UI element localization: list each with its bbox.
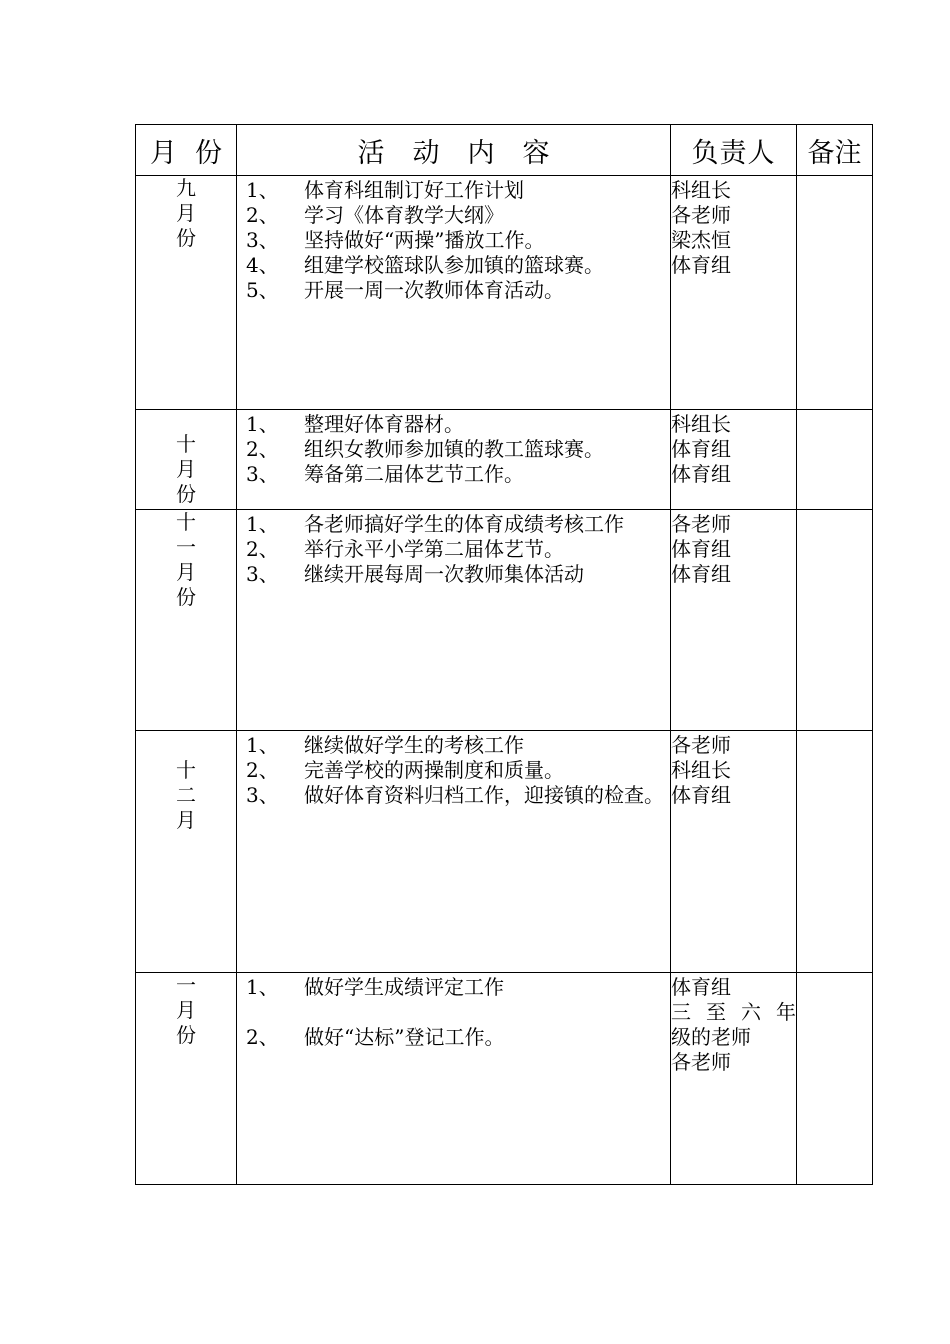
- owner-name: 各老师: [671, 733, 731, 757]
- month-cell: [136, 973, 237, 1185]
- remark-cell: [797, 510, 873, 731]
- owner-cell: [671, 410, 797, 510]
- header-content: 活动内容: [237, 125, 671, 176]
- month-char: 月: [176, 201, 196, 225]
- header-remark: 备注: [797, 125, 873, 176]
- list-item: 1、 体育科组制订好工作计划: [246, 178, 524, 202]
- owner-name: 体育组: [671, 253, 731, 277]
- month-char: 份: [176, 226, 196, 250]
- remark-cell: [797, 410, 873, 510]
- list-item: 2、 组织女教师参加镇的教工篮球赛。: [246, 437, 604, 461]
- table-row: [136, 410, 873, 510]
- owner-name: 体育组: [671, 462, 731, 486]
- owner-name: 科组长: [671, 758, 731, 782]
- owner-name: 科组长: [671, 178, 731, 202]
- month-char: 月: [176, 457, 196, 481]
- list-item: 3、 坚持做好“两操”播放工作。: [246, 228, 545, 252]
- owner-name: 体育组: [671, 783, 731, 807]
- list-item: 1、 继续做好学生的考核工作: [246, 733, 524, 757]
- month-cell: [136, 176, 237, 410]
- list-item: 2、 完善学校的两操制度和质量。: [246, 758, 564, 782]
- table-row: [136, 973, 873, 1185]
- owner-name: 三至六年: [671, 1000, 796, 1024]
- owner-name: 体育组: [671, 537, 731, 561]
- month-char: 月: [176, 808, 196, 832]
- list-item: 1、 做好学生成绩评定工作: [246, 975, 504, 999]
- list-item: 2、 举行永平小学第二届体艺节。: [246, 537, 564, 561]
- list-item: 3、 继续开展每周一次教师集体活动: [246, 562, 584, 586]
- month-cell: [136, 410, 237, 510]
- content-cell: [237, 731, 671, 973]
- list-item: 1、 各老师搞好学生的体育成绩考核工作: [246, 512, 624, 536]
- remark-cell: [797, 176, 873, 410]
- month-char: 份: [176, 585, 196, 609]
- list-item: 4、 组建学校篮球队参加镇的篮球赛。: [246, 253, 604, 277]
- owner-name: 级的老师: [671, 1025, 751, 1049]
- list-item: 3、 筹备第二届体艺节工作。: [246, 462, 524, 486]
- month-char: 九: [176, 176, 196, 200]
- header-owner: 负责人: [671, 125, 797, 176]
- owner-name: 各老师: [671, 203, 731, 227]
- list-item: 2、 做好“达标”登记工作。: [246, 1025, 505, 1049]
- content-cell: [237, 973, 671, 1185]
- month-char: 一: [176, 973, 196, 997]
- month-char: 二: [176, 783, 196, 807]
- month-char: 十: [176, 758, 196, 782]
- owner-name: 各老师: [671, 1050, 731, 1074]
- owner-cell: [671, 731, 797, 973]
- owner-cell: [671, 510, 797, 731]
- owner-name: 科组长: [671, 412, 731, 436]
- list-item: 1、 整理好体育器材。: [246, 412, 464, 436]
- work-plan-table: [135, 124, 873, 1185]
- month-cell: [136, 731, 237, 973]
- month-char: 十: [176, 432, 196, 456]
- table-row: [136, 510, 873, 731]
- remark-cell: [797, 973, 873, 1185]
- month-char: 一: [176, 535, 196, 559]
- table-row: [136, 176, 873, 410]
- header-row: [136, 125, 873, 176]
- owner-name: 体育组: [671, 437, 731, 461]
- month-char: 月: [176, 998, 196, 1022]
- month-char: 份: [176, 482, 196, 506]
- month-char: 月: [176, 560, 196, 584]
- owner-name: 梁杰恒: [671, 228, 731, 252]
- month-cell: [136, 510, 237, 731]
- month-char: 十: [176, 510, 196, 534]
- list-item: 2、 学习《体育教学大纲》: [246, 203, 504, 227]
- list-item: 5、 开展一周一次教师体育活动。: [246, 278, 564, 302]
- owner-name: 体育组: [671, 975, 731, 999]
- header-month: 月份: [136, 125, 237, 176]
- owner-cell: [671, 973, 797, 1185]
- month-char: 份: [176, 1023, 196, 1047]
- remark-cell: [797, 731, 873, 973]
- owner-cell: [671, 176, 797, 410]
- content-cell: [237, 510, 671, 731]
- content-cell: [237, 410, 671, 510]
- list-item: 3、 做好体育资料归档工作，迎接镇的检查。: [246, 783, 664, 807]
- owner-name: 各老师: [671, 512, 731, 536]
- content-cell: [237, 176, 671, 410]
- table-row: [136, 731, 873, 973]
- owner-name: 体育组: [671, 562, 731, 586]
